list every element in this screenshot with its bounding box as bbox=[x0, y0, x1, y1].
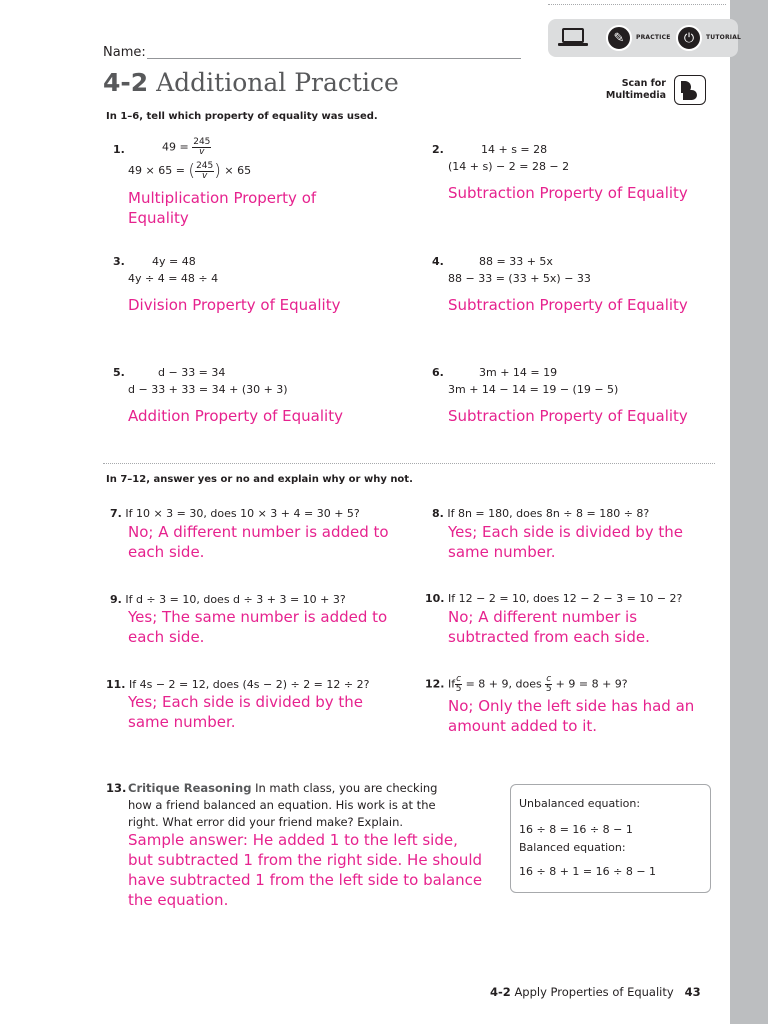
answer-10: No; A different number is subtracted from each side. bbox=[448, 608, 650, 646]
critique-text: In math class, you are checking how a friend balanced an equation. His work is at the right. What error did your friend make? Explain. bbox=[128, 781, 438, 829]
answer-12: No; Only the left side has had an amount added to it. bbox=[448, 697, 695, 735]
problem-12-question bbox=[425, 675, 628, 694]
unbalanced-equation: 16 ÷ 8 = 16 ÷ 8 − 1 bbox=[519, 823, 633, 836]
laptop-icon[interactable] bbox=[562, 28, 584, 43]
problem-number: 2. bbox=[432, 143, 444, 156]
balanced-equation: 16 ÷ 8 + 1 = 16 ÷ 8 − 1 bbox=[519, 865, 657, 878]
question-text: If 10 × 3 = 30, does 10 × 3 + 4 = 30 + 5? bbox=[125, 507, 360, 520]
problem-4-equation-2: 88 − 33 = (33 + 5x) − 33 bbox=[448, 272, 591, 285]
problem-3-equation-1: 4y = 48 bbox=[152, 255, 196, 268]
problem-number: 4. bbox=[432, 255, 444, 268]
tutorial-icon[interactable]: ⏻ bbox=[676, 25, 702, 51]
problem-5-equation-2: d − 33 + 33 = 34 + (30 + 3) bbox=[128, 383, 288, 396]
answer-1: Multiplication Property of Equality bbox=[128, 189, 317, 227]
answer-13: Sample answer: He added 1 to the left side, but subtracted 1 from the right side. He should have subtracted 1 from the left side to balance the equation. bbox=[128, 831, 483, 909]
problem-10-question bbox=[425, 592, 682, 605]
answer-6: Subtraction Property of Equality bbox=[448, 407, 688, 425]
question-text: If 8n = 180, does 8n ÷ 8 = 180 ÷ 8? bbox=[447, 507, 650, 520]
page-edge-bar bbox=[730, 0, 768, 1024]
instruction-1-6: In 1–6, tell which property of equality was used. bbox=[106, 111, 378, 122]
problem-11-question bbox=[106, 678, 369, 691]
problem-5-equation-1: d − 33 = 34 bbox=[158, 366, 226, 379]
lesson-number: 4-2 bbox=[103, 68, 149, 97]
problem-number: 6. bbox=[432, 366, 444, 379]
problem-13-number bbox=[106, 781, 126, 795]
tutorial-label[interactable]: TUTORIAL bbox=[706, 34, 742, 41]
title-text: Additional Practice bbox=[156, 68, 399, 97]
answer-5: Addition Property of Equality bbox=[128, 407, 343, 425]
problem-1-equation-2: 49 × 65 = ( $\frac{245}{v}$ ) × 65 bbox=[128, 160, 252, 181]
problem-8-question bbox=[432, 507, 649, 520]
critique-prompt bbox=[128, 780, 453, 831]
problem-number: 11. bbox=[106, 678, 126, 691]
fraction-numerator: c bbox=[456, 674, 462, 684]
problem-1-equation-1 bbox=[162, 138, 211, 157]
critique-heading: Critique Reasoning bbox=[128, 781, 252, 795]
fraction-numerator: 245 bbox=[196, 160, 214, 171]
problem-6-equation-1: 3m + 14 = 19 bbox=[479, 366, 558, 379]
instruction-7-12: In 7–12, answer yes or no and explain why or why not. bbox=[106, 474, 413, 485]
answer-11: Yes; Each side is divided by the same number. bbox=[128, 693, 364, 731]
question-text: If d ÷ 3 = 10, does d ÷ 3 + 3 = 10 + 3? bbox=[125, 593, 346, 606]
fraction bbox=[192, 138, 211, 157]
unbalanced-label: Unbalanced equation: bbox=[519, 797, 641, 810]
problem-7-question bbox=[110, 507, 360, 520]
problem-number: 5. bbox=[113, 366, 125, 379]
problem-number: 9. bbox=[110, 593, 122, 606]
problem-number: 7. bbox=[110, 507, 122, 520]
problem-6-equation-2: 3m + 14 − 14 = 19 − (19 − 5) bbox=[448, 383, 619, 396]
name-field[interactable] bbox=[147, 58, 521, 59]
page-number: 43 bbox=[684, 985, 701, 999]
problem-number: 8. bbox=[432, 507, 444, 520]
fraction bbox=[545, 675, 552, 694]
problem-number: 12. bbox=[425, 677, 445, 691]
practice-label[interactable]: PRACTICE bbox=[636, 34, 671, 41]
fraction-denominator: v bbox=[201, 170, 208, 181]
p1-rhs2: × 65 bbox=[224, 164, 252, 177]
problem-9-question bbox=[110, 593, 346, 606]
fraction-numerator: c bbox=[546, 674, 552, 684]
fraction-denominator: v bbox=[199, 147, 205, 157]
problem-number: 1. bbox=[113, 143, 125, 156]
p1-lhs2: 49 × 65 = bbox=[128, 164, 185, 177]
footer-lesson: 4-2 bbox=[490, 985, 511, 999]
question-end: + 9 = 8 + 9? bbox=[555, 677, 628, 691]
page-title bbox=[103, 68, 399, 97]
answer-3: Division Property of Equality bbox=[128, 296, 341, 314]
practice-icon[interactable]: ✎ bbox=[606, 25, 632, 51]
question-text: If 4s − 2 = 12, does (4s − 2) ÷ 2 = 12 ÷ 2? bbox=[129, 678, 370, 691]
scan-label-line1: Scan for bbox=[621, 78, 666, 89]
answer-8: Yes; Each side is divided by the same number. bbox=[448, 523, 684, 561]
page-footer bbox=[490, 985, 701, 999]
problem-number: 10. bbox=[425, 592, 445, 605]
multimedia-icon[interactable] bbox=[674, 75, 706, 105]
scan-label-line2: Multimedia bbox=[605, 90, 666, 101]
problem-3-equation-2: 4y ÷ 4 = 48 ÷ 4 bbox=[128, 272, 219, 285]
answer-2: Subtraction Property of Equality bbox=[448, 184, 688, 202]
digital-toolbar bbox=[548, 19, 742, 57]
footer-title: Apply Properties of Equality bbox=[514, 985, 674, 999]
problem-number: 3. bbox=[113, 255, 125, 268]
scan-label bbox=[596, 78, 666, 102]
fraction-denominator: 5 bbox=[545, 684, 552, 694]
p1-lhs1: 49 = bbox=[162, 140, 189, 154]
answer-7: No; A different number is added to each side. bbox=[128, 523, 389, 561]
problem-2-equation-2: (14 + s) − 2 = 28 − 2 bbox=[448, 160, 570, 173]
answer-4: Subtraction Property of Equality bbox=[448, 296, 688, 314]
equation-box bbox=[510, 784, 711, 893]
problem-2-equation-1: 14 + s = 28 bbox=[481, 143, 548, 156]
answer-9: Yes; The same number is added to each side. bbox=[128, 608, 388, 646]
section-divider bbox=[103, 463, 715, 464]
toolbar-rule bbox=[548, 4, 726, 5]
balanced-label: Balanced equation: bbox=[519, 841, 626, 854]
question-text: If 12 − 2 = 10, does 12 − 2 − 3 = 10 − 2? bbox=[448, 592, 683, 605]
question-mid: = 8 + 9, does bbox=[465, 677, 542, 691]
fraction bbox=[455, 675, 462, 694]
problem-4-equation-1: 88 = 33 + 5x bbox=[479, 255, 553, 268]
name-label: Name: bbox=[103, 45, 146, 60]
problem-number: 13. bbox=[106, 781, 127, 795]
fraction bbox=[195, 162, 214, 181]
fraction-numerator: 245 bbox=[193, 137, 211, 147]
question-if: If bbox=[448, 677, 456, 691]
fraction-denominator: 5 bbox=[455, 684, 462, 694]
